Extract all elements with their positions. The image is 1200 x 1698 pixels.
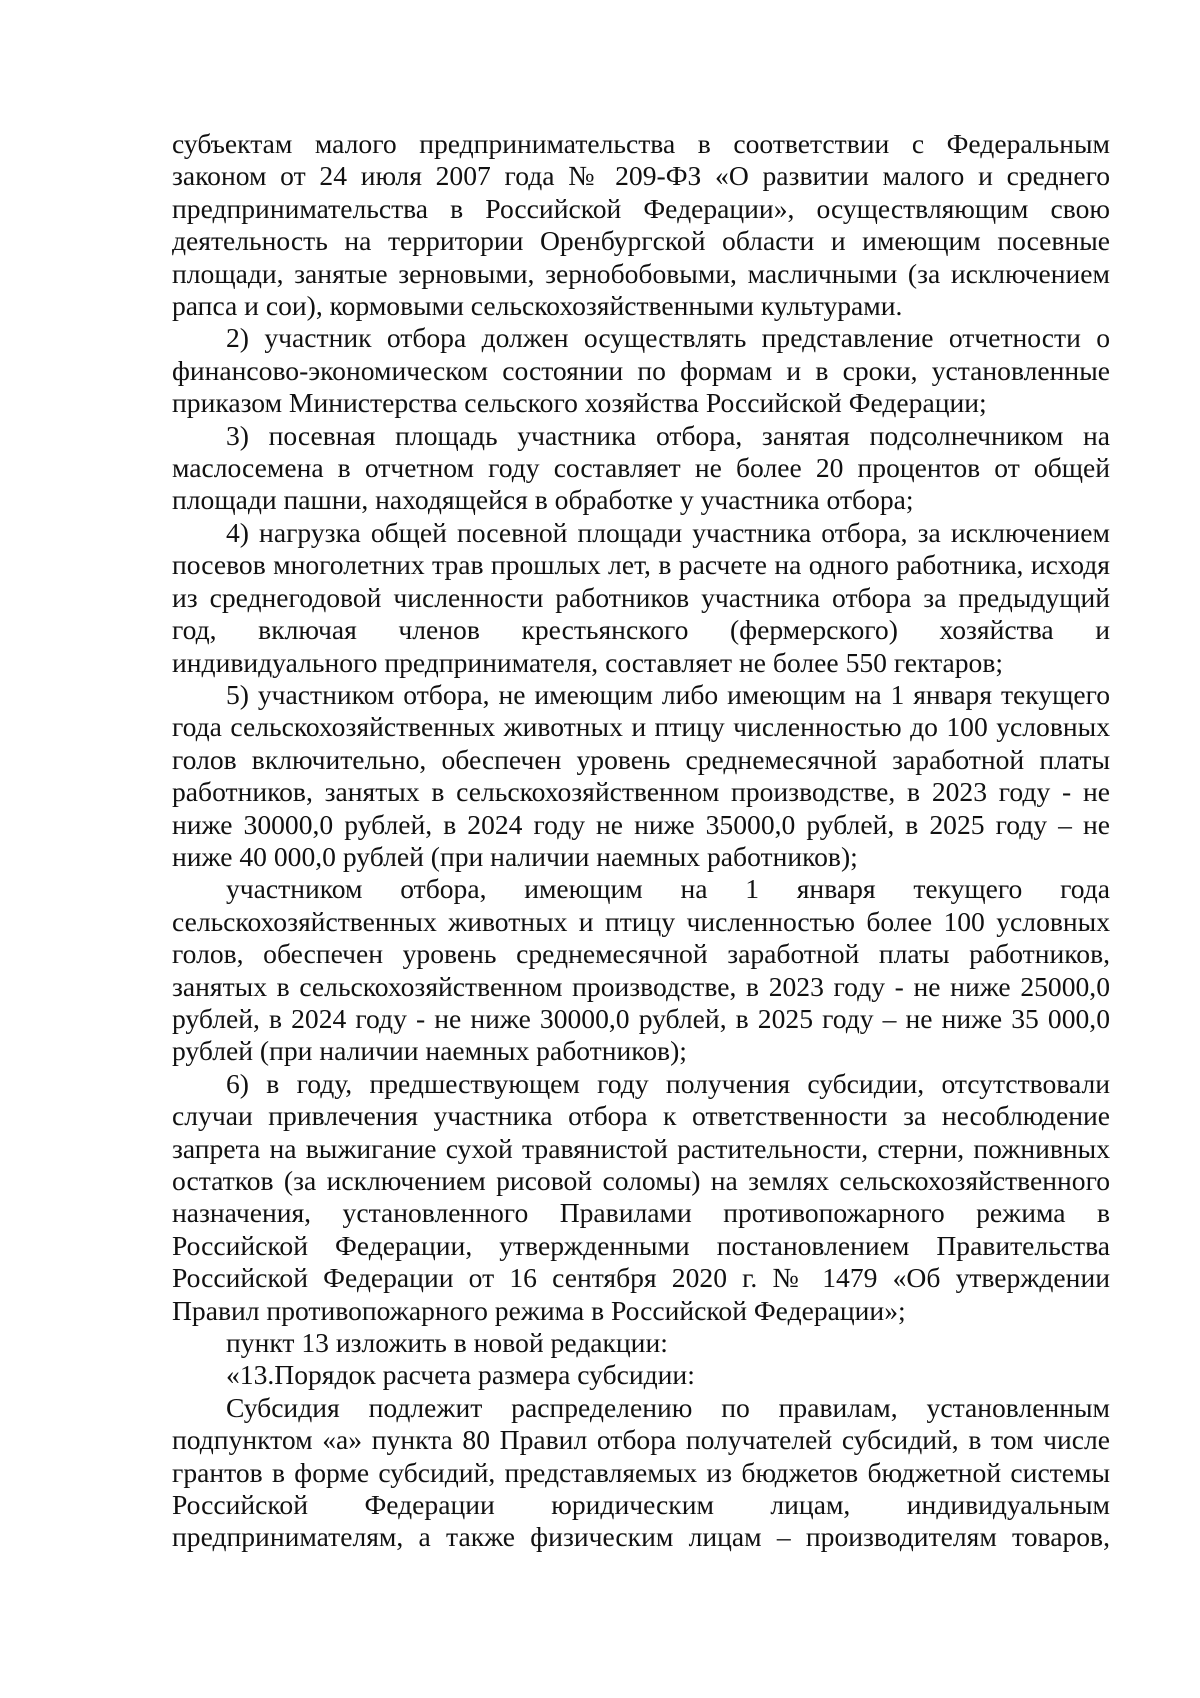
paragraph-2: 2) участник отбора должен осуществлять представление отчетности о финансово-экономическом состоянии по формам и в сроки, установленные приказом Министерства сельского хозяйства Российской Федерации; bbox=[172, 322, 1110, 419]
paragraph-7: 6) в году, предшествующем году получения субсидии, отсутствовали случаи привлечения участника отбора к ответственности за несоблюдение запрета на выжигание сухой травянистой растительности, стерни, пожнивных остатков (за исключением рисовой соломы) на землях сельскохозяйственного назначения, установленного Правилами противопожарного режима в Российской Федерации, утвержденными постановлением Правительства Российской Федерации от 16 сентября 2020 г. № 1479 «Об утверждении Правил противопожарного режима в Российской Федерации»; bbox=[172, 1067, 1110, 1326]
paragraph-1: субъектам малого предпринимательства в соответствии с Федеральным законом от 24 июля 2007 года № 209-ФЗ «О развитии малого и среднего предпринимательства в Российской Федерации», осуществляющим свою деятельность на территории Оренбургской области и имеющим посевные площади, занятые зерновыми, зернобобовыми, масличными (за исключением рапса и сои), кормовыми сельскохозяйственными культурами. bbox=[172, 128, 1110, 322]
paragraph-5: 5) участником отбора, не имеющим либо имеющим на 1 января текущего года сельскохозяйственных животных и птицу численностью до 100 условных голов включительно, обеспечен уровень среднемесячной заработной платы работников, занятых в сельскохозяйственном производстве, в 2023 году - не ниже 30000,0 рублей, в 2024 году не ниже 35000,0 рублей, в 2025 году – не ниже 40 000,0 рублей (при наличии наемных работников); bbox=[172, 678, 1110, 872]
paragraph-3: 3) посевная площадь участника отбора, занятая подсолнечником на маслосемена в отчетном году составляет не более 20 процентов от общей площади пашни, находящейся в обработке у участника отбора; bbox=[172, 419, 1110, 516]
document-body bbox=[172, 128, 1110, 1554]
paragraph-6: участником отбора, имеющим на 1 января текущего года сельскохозяйственных животных и птицу численностью более 100 условных голов, обеспечен уровень среднемесячной заработной платы работников, занятых в сельскохозяйственном производстве, в 2023 году - не ниже 25000,0 рублей, в 2024 году - не ниже 30000,0 рублей, в 2025 году – не ниже 35 000,0 рублей (при наличии наемных работников); bbox=[172, 873, 1110, 1067]
paragraph-4: 4) нагрузка общей посевной площади участника отбора, за исключением посевов многолетних трав прошлых лет, в расчете на одного работника, исходя из среднегодовой численности работников участника отбора за предыдущий год, включая членов крестьянского (фермерского) хозяйства и индивидуального предпринимателя, составляет не более 550 гектаров; bbox=[172, 516, 1110, 678]
paragraph-8: пункт 13 изложить в новой редакции: bbox=[226, 1327, 668, 1359]
paragraph-9: «13.Порядок расчета размера субсидии: bbox=[226, 1359, 695, 1391]
paragraph-10: Субсидия подлежит распределению по правилам, установленным подпунктом «а» пункта 80 Правил отбора получателей субсидий, в том числе грантов в форме субсидий, представляемых из бюджетов бюджетной системы Российской Федерации юридическим лицам, индивидуальным предпринимателям, а также физическим лицам – производителям товаров, bbox=[172, 1391, 1110, 1553]
